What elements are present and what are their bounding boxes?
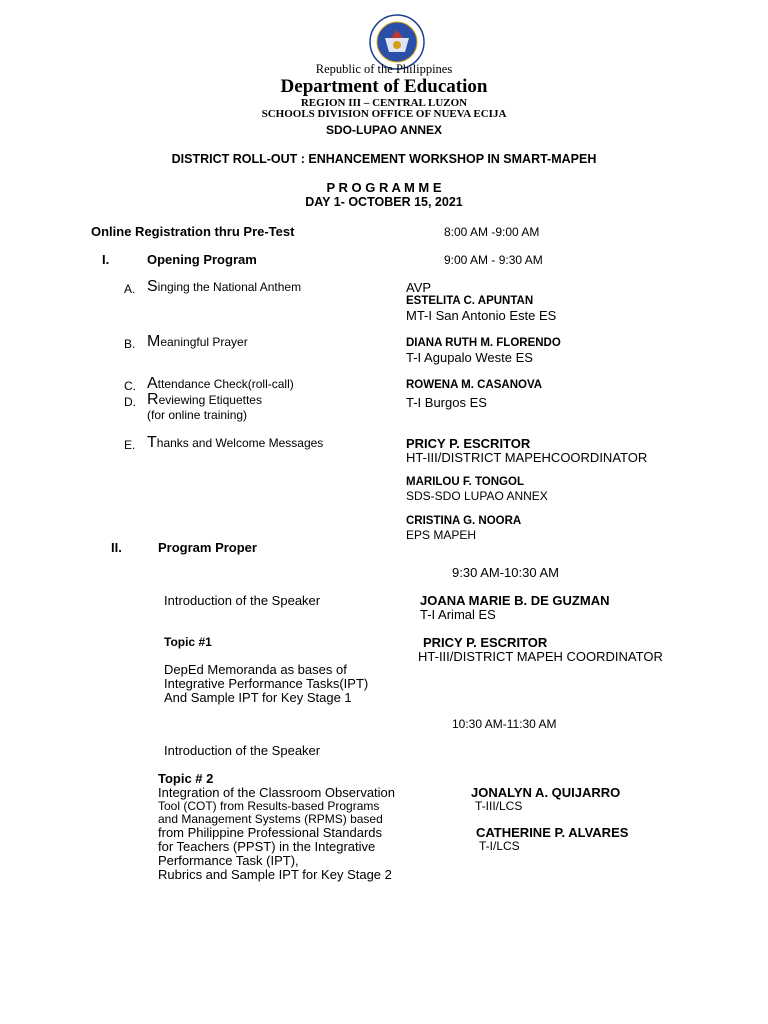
section-number: I. (102, 252, 110, 267)
item-letter: D. (124, 395, 136, 409)
section-time: 9:00 AM - 9:30 AM (444, 253, 543, 267)
person-name: JOANA MARIE B. DE GUZMAN (420, 593, 610, 608)
agenda-item-subnote: (for online training) (147, 408, 248, 422)
person-name: ESTELITA C. APUNTAN (406, 295, 534, 307)
avp-label: AVP (406, 280, 432, 295)
section-title: Opening Program (147, 252, 257, 267)
registration-time: 8:00 AM -9:00 AM (444, 225, 540, 239)
person-name: CRISTINA G. NOORA (406, 515, 522, 527)
person-position: SDS-SDO LUPAO ANNEX (406, 489, 548, 503)
section-time: 9:30 AM-10:30 AM (452, 565, 559, 580)
intro-speaker-label: Introduction of the Speaker (164, 743, 321, 758)
day-date: DAY 1- OCTOBER 15, 2021 (305, 195, 463, 209)
division-line: SCHOOLS DIVISION OFFICE OF NUEVA ECIJA (261, 108, 507, 120)
agenda-item-anthem: Singing the National Anthem (147, 278, 302, 295)
section-number: II. (111, 540, 122, 555)
annex-line: SDO-LUPAO ANNEX (325, 123, 442, 137)
person-position: EPS MAPEH (406, 528, 477, 542)
topic-line: Integrative Performance Tasks(IPT) (164, 676, 369, 691)
person-position: HT-III/DISTRICT MAPEH COORDINATOR (418, 649, 663, 664)
intro-speaker-label: Introduction of the Speaker (164, 593, 321, 608)
person-name: PRICY P. ESCRITOR (423, 635, 548, 650)
agenda-item-attendance: Attendance Check(roll-call) (147, 375, 294, 392)
person-position: T-III/LCS (475, 799, 523, 813)
topic-line: from Philippine Professional Standards (158, 825, 383, 840)
topic-line: Integration of the Classroom Observation (158, 785, 396, 800)
topic-line: Rubrics and Sample IPT for Key Stage 2 (158, 867, 392, 882)
programme-heading: P R O G R A M M E (326, 180, 442, 195)
item-letter: B. (124, 337, 136, 351)
item-letter: A. (124, 282, 136, 296)
department-title: Department of Education (280, 76, 488, 97)
person-position: T-I/LCS (479, 839, 520, 853)
item-letter: E. (124, 438, 136, 452)
topic-line: Performance Task (IPT), (158, 853, 299, 868)
person-position: T-I Arimal ES (420, 607, 496, 622)
person-name: DIANA RUTH M. FLORENDO (406, 337, 561, 349)
person-name: ROWENA M. CASANOVA (406, 379, 543, 391)
person-name: JONALYN A. QUIJARRO (471, 785, 621, 800)
person-name: CATHERINE P. ALVARES (476, 825, 629, 840)
region-line: REGION III – CENTRAL LUZON (300, 97, 468, 109)
person-position: T-I Burgos ES (406, 395, 487, 410)
agenda-item-etiquettes: Reviewing Etiquettes (147, 391, 262, 408)
person-position: MT-I San Antonio Este ES (406, 308, 557, 323)
section-title: Program Proper (158, 540, 257, 555)
person-position: HT-III/DISTRICT MAPEHCOORDINATOR (406, 450, 648, 465)
person-name: MARILOU F. TONGOL (406, 476, 524, 488)
agenda-item-welcome: Thanks and Welcome Messages (147, 434, 324, 451)
topic-line: And Sample IPT for Key Stage 1 (164, 690, 352, 705)
registration-label: Online Registration thru Pre-Test (91, 224, 295, 239)
section-time: 10:30 AM-11:30 AM (452, 717, 557, 731)
topic-line: and Management Systems (RPMS) based (158, 812, 383, 826)
topic-label: Topic #1 (164, 635, 212, 649)
event-title: DISTRICT ROLL-OUT : ENHANCEMENT WORKSHOP IN SMART-MAPEH (171, 152, 597, 166)
person-name: PRICY P. ESCRITOR (406, 436, 531, 451)
agenda-item-prayer: Meaningful Prayer (147, 333, 248, 350)
topic-line: Tool (COT) from Results-based Programs (158, 799, 380, 813)
topic-line: DepEd Memoranda as bases of (164, 662, 347, 677)
person-position: T-I Agupalo Weste ES (406, 350, 533, 365)
item-letter: C. (124, 379, 136, 393)
topic-label: Topic # 2 (158, 771, 214, 786)
topic-line: for Teachers (PPST) in the Integrative (158, 839, 376, 854)
republic-line: Republic of the Philippines (315, 62, 453, 76)
